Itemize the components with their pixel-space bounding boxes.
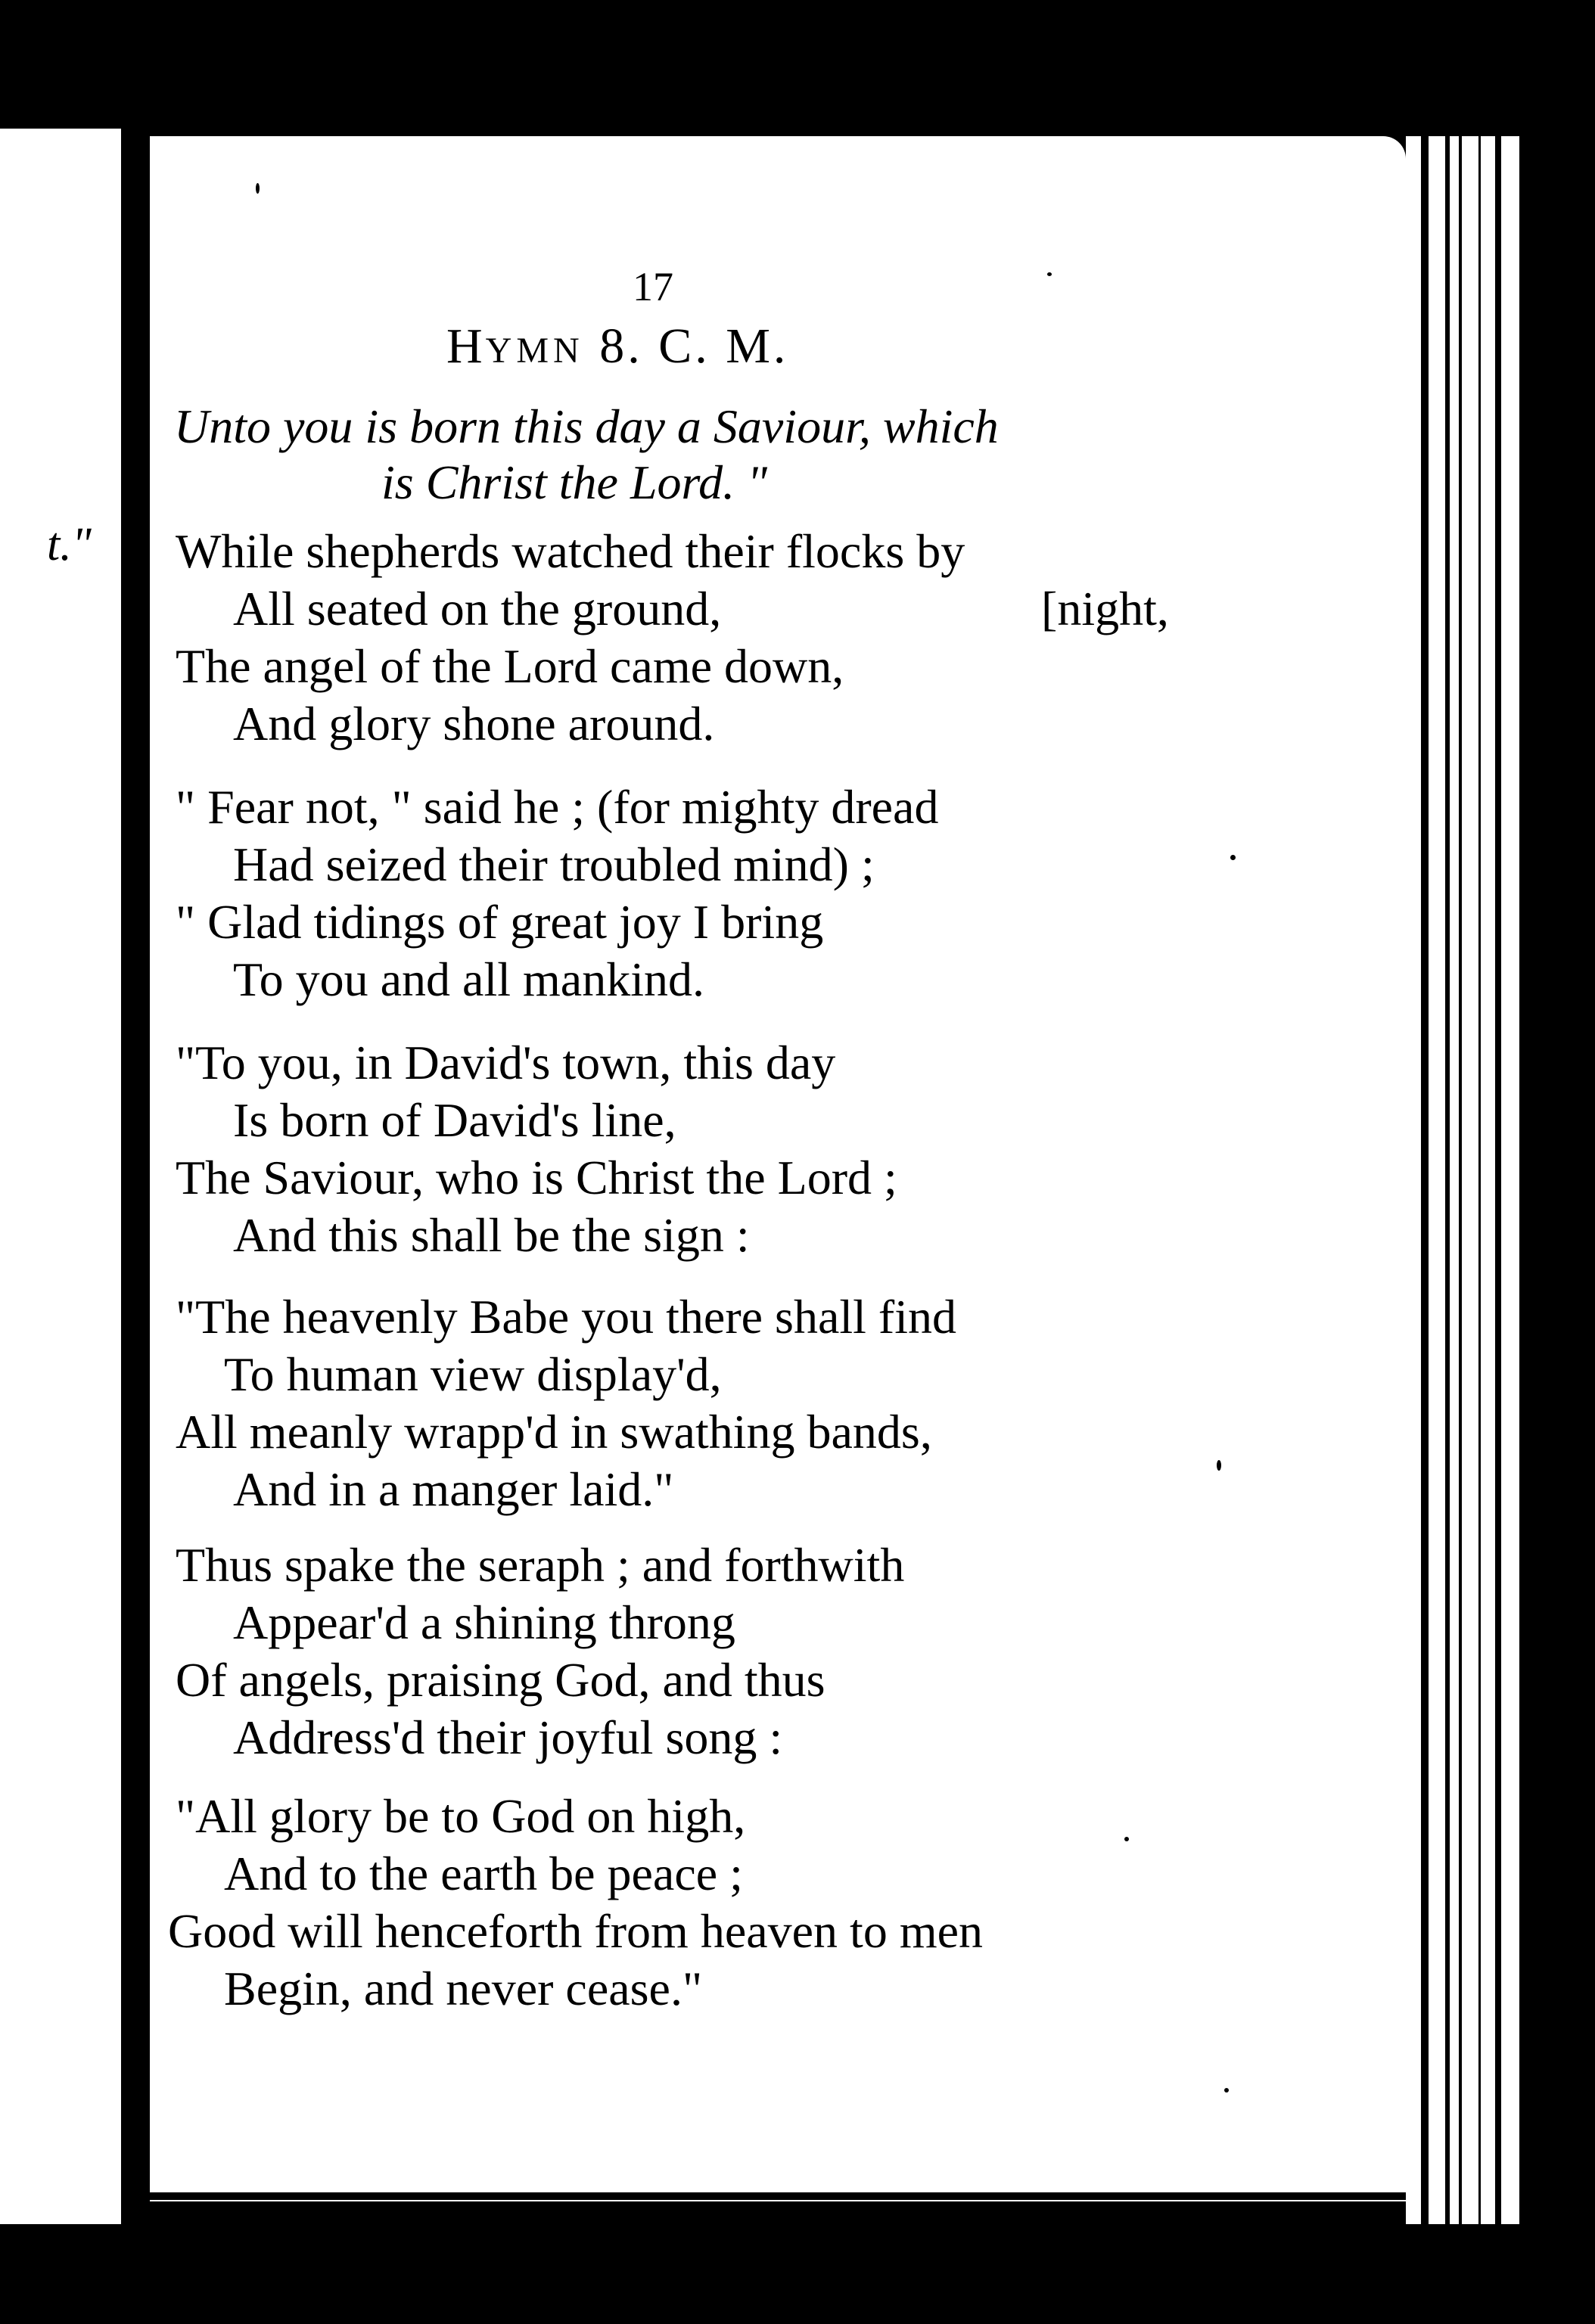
hymn-title [446, 318, 788, 375]
verse-line: To human view display'd, [224, 1347, 722, 1401]
verse-line: "All glory be to God on high, [176, 1789, 746, 1843]
verse-line: Appear'd a shining throng [233, 1595, 735, 1649]
verse-line: And in a manger laid." [233, 1462, 674, 1516]
verse-line: And this shall be the sign : [233, 1208, 750, 1262]
hymn-title-smallcaps: YMN [485, 331, 584, 371]
book-gutter [121, 129, 150, 2224]
verse-line: "The heavenly Babe you there shall find [176, 1290, 956, 1344]
verse-line: Address'd their joyful song : [233, 1710, 783, 1764]
verse-line: Thus spake the seraph ; and forthwith [176, 1538, 905, 1592]
verse-line: The angel of the Lord came down, [176, 639, 844, 693]
page-stack-edge [1406, 136, 1534, 2224]
verse-line: Good will henceforth from heaven to men [168, 1904, 983, 1958]
verse-line: All meanly wrapp'd in swathing bands, [176, 1405, 932, 1459]
verse-line: " Fear not, " said he ; (for mighty dread [176, 780, 939, 834]
verse-line: Of angels, praising God, and thus [176, 1653, 825, 1707]
hymn-title-prefix: H [446, 318, 486, 374]
page-bottom-shadow [150, 2192, 1406, 2200]
verse-line: Begin, and never cease." [224, 1962, 703, 2015]
verse-line: And to the earth be peace ; [224, 1847, 743, 1900]
page-number: 17 [633, 264, 673, 309]
verse-line: Had seized their troubled mind) ; [233, 837, 875, 891]
verse-line: The Saviour, who is Christ the Lord ; [176, 1151, 897, 1204]
verse-line: Is born of David's line, [233, 1093, 676, 1147]
left-page-edge [0, 129, 121, 2224]
verse-line: "To you, in David's town, this day [176, 1036, 836, 1089]
verse-line: " Glad tidings of great joy I bring [176, 895, 824, 949]
left-page-text-fragment: t." [47, 519, 92, 570]
verse-turnover: [night, [1041, 582, 1169, 635]
epigraph-line: is Christ the Lord. " [381, 455, 767, 509]
hymn-title-rest: 8. C. M. [599, 318, 789, 374]
verse-line: While shepherds watched their flocks by [176, 524, 965, 578]
verse-line: To you and all mankind. [233, 952, 704, 1006]
epigraph-line: Unto you is born this day a Saviour, which [174, 399, 999, 453]
verse-line: And glory shone around. [233, 697, 715, 750]
verse-line: All seated on the ground, [233, 582, 722, 635]
